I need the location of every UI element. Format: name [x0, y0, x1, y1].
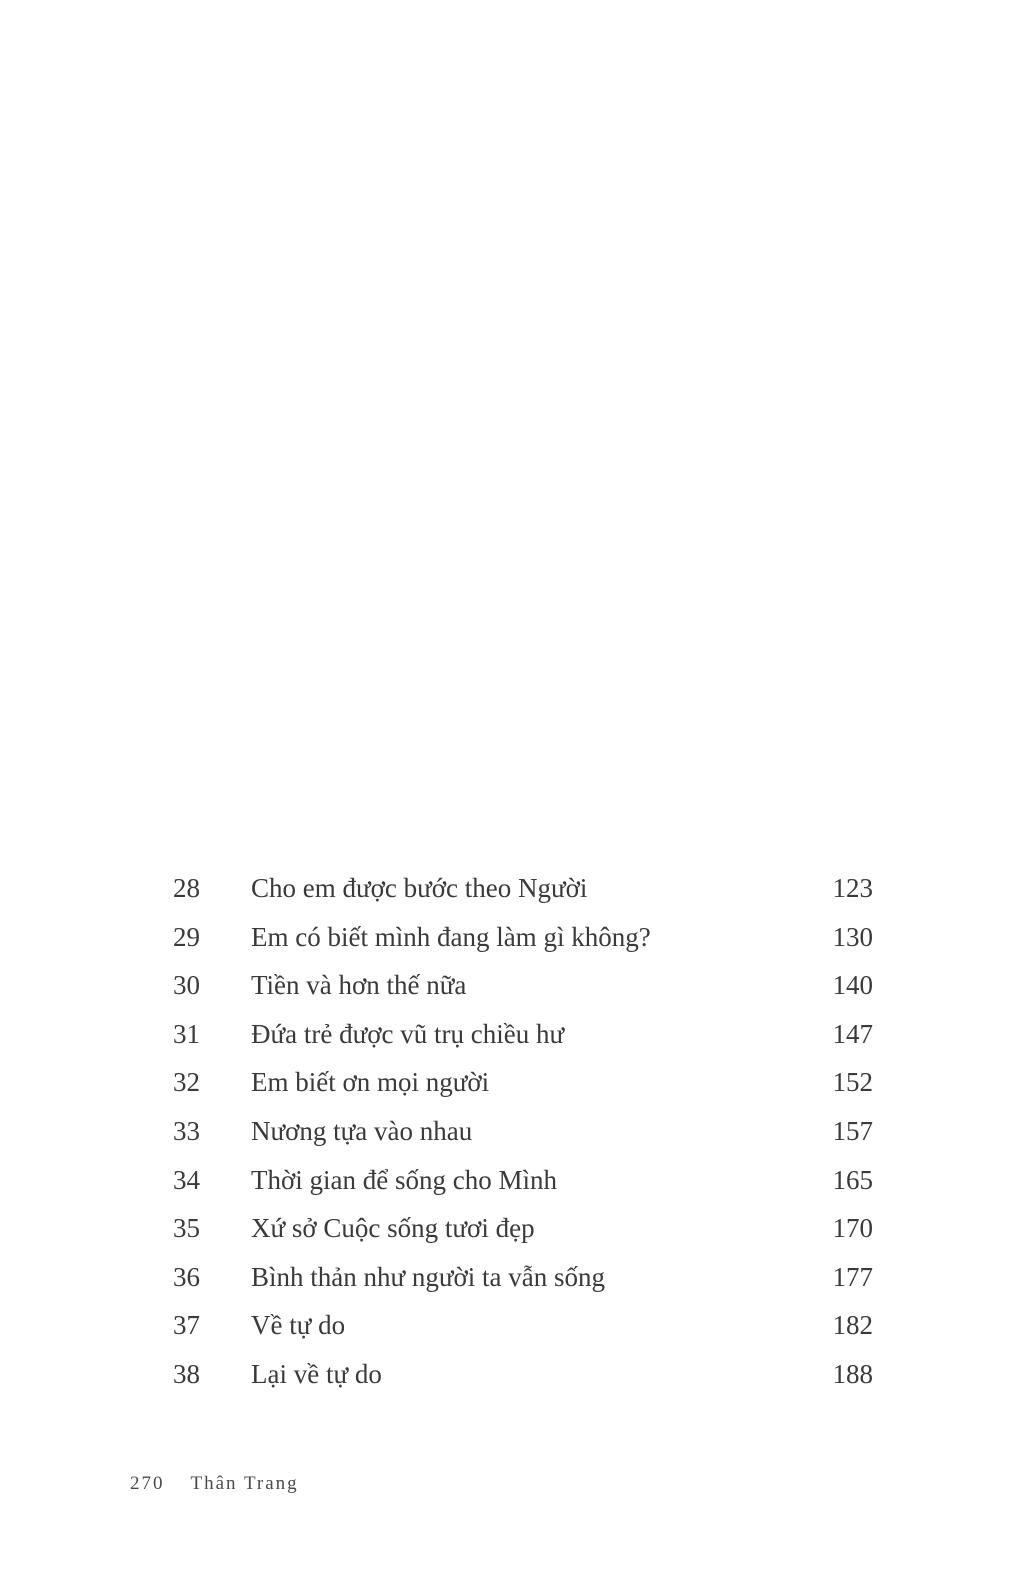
- toc-entry-title: Em có biết mình đang làm gì không?: [251, 921, 651, 952]
- toc-entry-number: 35: [173, 1213, 200, 1244]
- toc-entry-page: 130: [832, 921, 873, 952]
- toc-entry-number: 32: [173, 1067, 200, 1098]
- toc-entry-page: 177: [832, 1261, 873, 1292]
- toc-entry-title: Nương tựa vào nhau: [251, 1115, 473, 1146]
- toc-entry-page: 188: [832, 1358, 873, 1389]
- toc-entry-page: 123: [832, 873, 873, 903]
- toc-entry-page: 170: [832, 1213, 873, 1244]
- toc-row: [173, 1350, 873, 1399]
- toc-entry-page: 157: [832, 1115, 873, 1146]
- toc-entry-number: 31: [173, 1018, 200, 1049]
- toc-entry-number: 36: [173, 1261, 200, 1292]
- toc-entry-title: Tiền và hơn thế nữa: [251, 970, 467, 1001]
- toc-entry-title: Cho em được bước theo Người: [251, 873, 588, 903]
- toc-entry-number: 34: [173, 1164, 200, 1195]
- toc-row: [173, 1204, 873, 1253]
- toc-entry-page: 152: [832, 1067, 873, 1098]
- toc-row: [173, 1253, 873, 1302]
- toc-row: [173, 1156, 873, 1205]
- toc-row: [173, 1010, 873, 1059]
- toc-entry-title: Về tự do: [251, 1310, 346, 1341]
- toc-entry-title: Thời gian để sống cho Mình: [251, 1164, 557, 1195]
- toc-entry-number: 38: [173, 1358, 200, 1389]
- toc-entry-title: Lại về tự do: [251, 1358, 382, 1389]
- toc-entry-title: Bình thản như người ta vẫn sống: [251, 1261, 606, 1292]
- toc-row: [173, 864, 873, 913]
- footer-page-number: 270: [130, 1473, 165, 1494]
- toc-entry-page: 147: [832, 1018, 873, 1049]
- toc-entry-number: 33: [173, 1115, 200, 1146]
- page-footer: [130, 1473, 299, 1495]
- toc-row: [173, 1301, 873, 1350]
- toc-entry-number: 37: [173, 1310, 200, 1341]
- toc-row: [173, 1058, 873, 1107]
- toc-entry-number: 28: [173, 873, 200, 903]
- toc-row: [173, 913, 873, 962]
- toc-entry-title: Xứ sở Cuộc sống tươi đẹp: [251, 1213, 535, 1244]
- toc-entry-page: 140: [832, 970, 873, 1001]
- toc-row: [173, 961, 873, 1010]
- toc-entry-title: Đứa trẻ được vũ trụ chiều hư: [251, 1018, 565, 1049]
- toc-row: [173, 1107, 873, 1156]
- footer-running-title: Thân Trang: [190, 1473, 299, 1494]
- toc-entry-number: 29: [173, 921, 200, 952]
- table-of-contents: [173, 864, 873, 1399]
- toc-entry-number: 30: [173, 970, 200, 1001]
- toc-entry-title: Em biết ơn mọi người: [251, 1067, 490, 1098]
- toc-entry-page: 182: [832, 1310, 873, 1341]
- toc-entry-page: 165: [832, 1164, 873, 1195]
